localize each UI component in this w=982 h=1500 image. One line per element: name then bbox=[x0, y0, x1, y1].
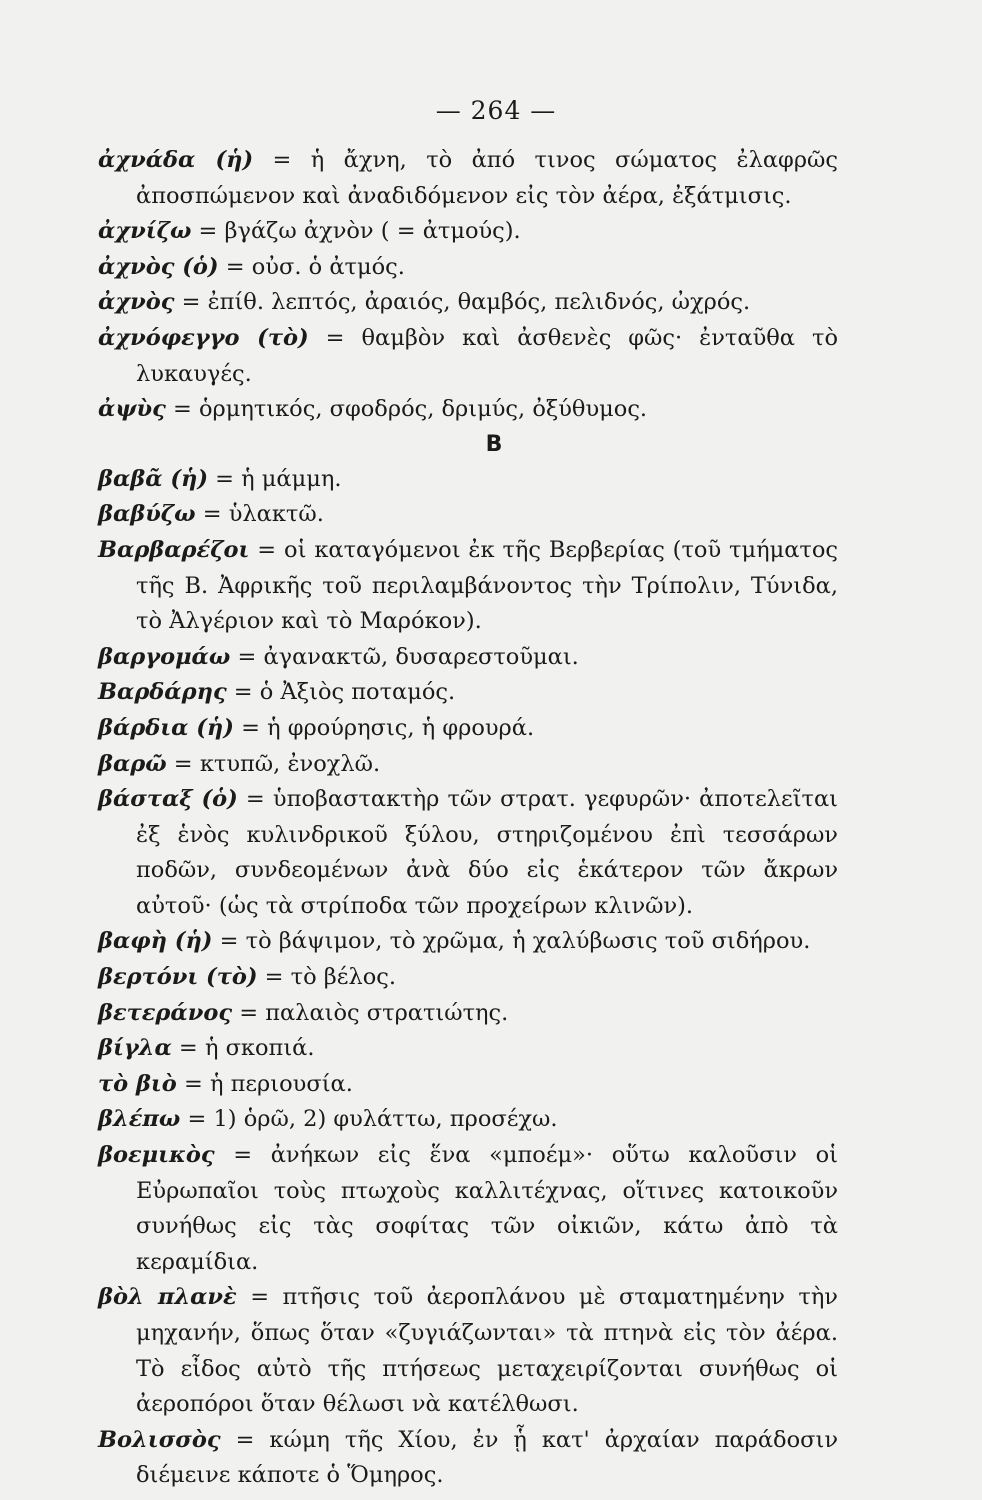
entry-definition: = κώμη τῆς Χίου, ἐν ᾗ κατ' ἀρχαίαν παράδοσιν διέμεινε κάποτε ὁ Ὅμηρος. bbox=[136, 1426, 838, 1489]
glossary-entry bbox=[98, 1031, 838, 1067]
section-letter: B bbox=[485, 431, 503, 457]
entry-definition: = ἀνήκων εἰς ἕνα «μποέμ»· οὕτω καλοῦσιν οἱ Εὐρωπαῖοι τοὺς πτωχοὺς καλλιτέχνας, οἵτινες κατοικοῦν συνήθως εἰς τὰς σοφίτας τῶν οἰκιῶν, κάτω ἀπὸ τὰ κεραμίδια. bbox=[136, 1142, 838, 1275]
entry-headword: βερτόνι (τὸ) bbox=[98, 964, 258, 991]
entry-headword: βαρῶ bbox=[98, 750, 167, 777]
glossary-entry bbox=[98, 960, 838, 996]
glossary-entry bbox=[98, 1102, 838, 1138]
entry-headword: Βολισσὸς bbox=[98, 1426, 221, 1453]
entry-headword: βαβᾶ (ἡ) bbox=[98, 465, 208, 492]
entry-definition: = 1) ὁρῶ, 2) φυλάττω, προσέχω. bbox=[180, 1106, 558, 1133]
entry-definition: = κτυπῶ, ἐνοχλῶ. bbox=[166, 750, 381, 777]
entry-definition: = ἡ μάμμη. bbox=[208, 465, 342, 492]
entry-definition: = ἀγανακτῶ, δυσαρεστοῦμαι. bbox=[230, 643, 579, 670]
glossary-entry bbox=[98, 711, 838, 747]
entry-headword: Βαρβαρέζοι bbox=[98, 536, 250, 563]
entry-definition: = οἱ καταγόμενοι ἐκ τῆς Βερβερίας (τοῦ τμήματος τῆς Β. Ἀφρικῆς τοῦ περιλαμβάνοντος τὴν Τρίπολιν, Τύνιδα, τὸ Ἀλγέριον καὶ τὸ Μαρόκον). bbox=[136, 536, 838, 635]
entry-definition: = παλαιὸς στρατιώτης. bbox=[232, 999, 509, 1026]
glossary-entry bbox=[98, 924, 838, 960]
entry-headword: βετεράνος bbox=[98, 999, 233, 1026]
entry-headword: βίγλα bbox=[98, 1035, 172, 1062]
entry-definition: = ὁ Ἀξιὸς ποταμός. bbox=[226, 679, 456, 706]
glossary-entry bbox=[98, 321, 838, 392]
entry-definition: = βγάζω ἀχνὸν ( = ἀτμούς). bbox=[191, 218, 521, 245]
entry-headword: Βαρδάρης bbox=[98, 679, 227, 706]
entry-definition: = τὸ βέλος. bbox=[257, 964, 397, 991]
entry-definition: = τὸ βάψιμον, τὸ χρῶμα, ἡ χαλύβωσις τοῦ σιδήρου. bbox=[212, 928, 811, 955]
glossary-entry bbox=[98, 533, 838, 640]
entry-definition: = πτῆσις τοῦ ἀεροπλάνου μὲ σταματημένην τὴν μηχανήν, ὅπως ὅταν «ζυγιάζωνται» τὰ πτηνὰ εἰς τὸν ἀέρα. Τὸ εἶδος αὐτὸ τῆς πτήσεως μεταχειρίζονται συνήθως οἱ ἀεροπόροι ὅταν θέλωσι νὰ κατέλθωσι. bbox=[136, 1284, 838, 1418]
glossary-entries bbox=[98, 143, 838, 1494]
entry-definition: = ἡ περιουσία. bbox=[176, 1070, 353, 1097]
glossary-entry bbox=[98, 1067, 838, 1103]
entry-headword: βλέπω bbox=[98, 1106, 181, 1133]
page-number: — 264 — bbox=[435, 96, 557, 125]
glossary-entry bbox=[98, 497, 838, 533]
entry-definition: = ἡ φρούρησις, ἡ φρουρά. bbox=[233, 714, 535, 741]
glossary-entry bbox=[98, 250, 838, 286]
entry-definition: = ὁρμητικός, σφοδρός, δριμύς, ὀξύθυμος. bbox=[165, 396, 648, 423]
entry-headword: βαβύζω bbox=[98, 501, 196, 528]
entry-headword: βαφὴ (ἡ) bbox=[98, 928, 213, 955]
glossary-entry bbox=[98, 675, 838, 711]
entry-headword: βαργομάω bbox=[98, 643, 231, 670]
glossary-entry bbox=[98, 285, 838, 321]
entry-definition: = θαμβὸν καὶ ἀσθενὲς φῶς· ἐνταῦθα τὸ λυκαυγές. bbox=[136, 324, 838, 387]
entry-headword: βάσταξ (ὁ) bbox=[98, 786, 238, 813]
entry-definition: = ὑλακτῶ. bbox=[195, 501, 324, 528]
glossary-entry bbox=[98, 1138, 838, 1280]
glossary-entry bbox=[98, 747, 838, 783]
glossary-entry bbox=[98, 782, 838, 924]
glossary-entry bbox=[98, 1280, 838, 1422]
glossary-entry bbox=[98, 640, 838, 676]
entry-definition: = ἡ ἄχνη, τὸ ἀπό τινος σώματος ἐλαφρῶς ἀποσπώμενον καὶ ἀναδιδόμενον εἰς τὸν ἀέρα, ἐξάτμισις. bbox=[136, 147, 838, 209]
entry-headword: ἀχνόφεγγο (τὸ) bbox=[98, 324, 309, 351]
entry-headword: βάρδια (ἡ) bbox=[98, 714, 234, 741]
entry-headword: βὸλ πλανὲ bbox=[98, 1284, 237, 1311]
entry-headword: ἀχνάδα (ἡ) bbox=[98, 147, 254, 173]
entry-headword: ἀχνὸς (ὁ) bbox=[98, 253, 219, 280]
entry-headword: ἀχνὸς bbox=[98, 289, 175, 316]
entry-definition: = ἡ σκοπιά. bbox=[171, 1035, 315, 1062]
entries-beta-group bbox=[98, 462, 838, 1494]
glossary-entry bbox=[98, 214, 838, 250]
entry-definition: = οὐσ. ὁ ἀτμός. bbox=[218, 253, 405, 280]
entry-headword: ἀψὺς bbox=[98, 396, 166, 423]
entry-headword: τὸ βιὸ bbox=[98, 1070, 177, 1097]
glossary-entry bbox=[98, 143, 838, 214]
entry-headword: βοεμικὸς bbox=[98, 1142, 215, 1169]
entry-definition: = ἐπίθ. λεπτός, ἀραιός, θαμβός, πελιδνός, ὠχρός. bbox=[174, 289, 751, 316]
glossary-entry bbox=[98, 996, 838, 1032]
glossary-entry bbox=[98, 392, 838, 428]
glossary-entry bbox=[98, 462, 838, 498]
entries-alpha-group bbox=[98, 143, 838, 428]
glossary-entry bbox=[98, 1423, 838, 1494]
entry-headword: ἀχνίζω bbox=[98, 218, 192, 245]
entry-definition: = ὑποβαστακτὴρ τῶν στρατ. γεφυρῶν· ἀποτελεῖται ἐξ ἑνὸς κυλινδρικοῦ ξύλου, στηριζομένου ἐπὶ τεσσάρων ποδῶν, συνδεομένων ἀνὰ δύο εἰς ἑκάτερον τῶν ἄκρων αὐτοῦ· (ὡς τὰ στρίποδα τῶν προχείρων κλινῶν). bbox=[136, 786, 838, 919]
